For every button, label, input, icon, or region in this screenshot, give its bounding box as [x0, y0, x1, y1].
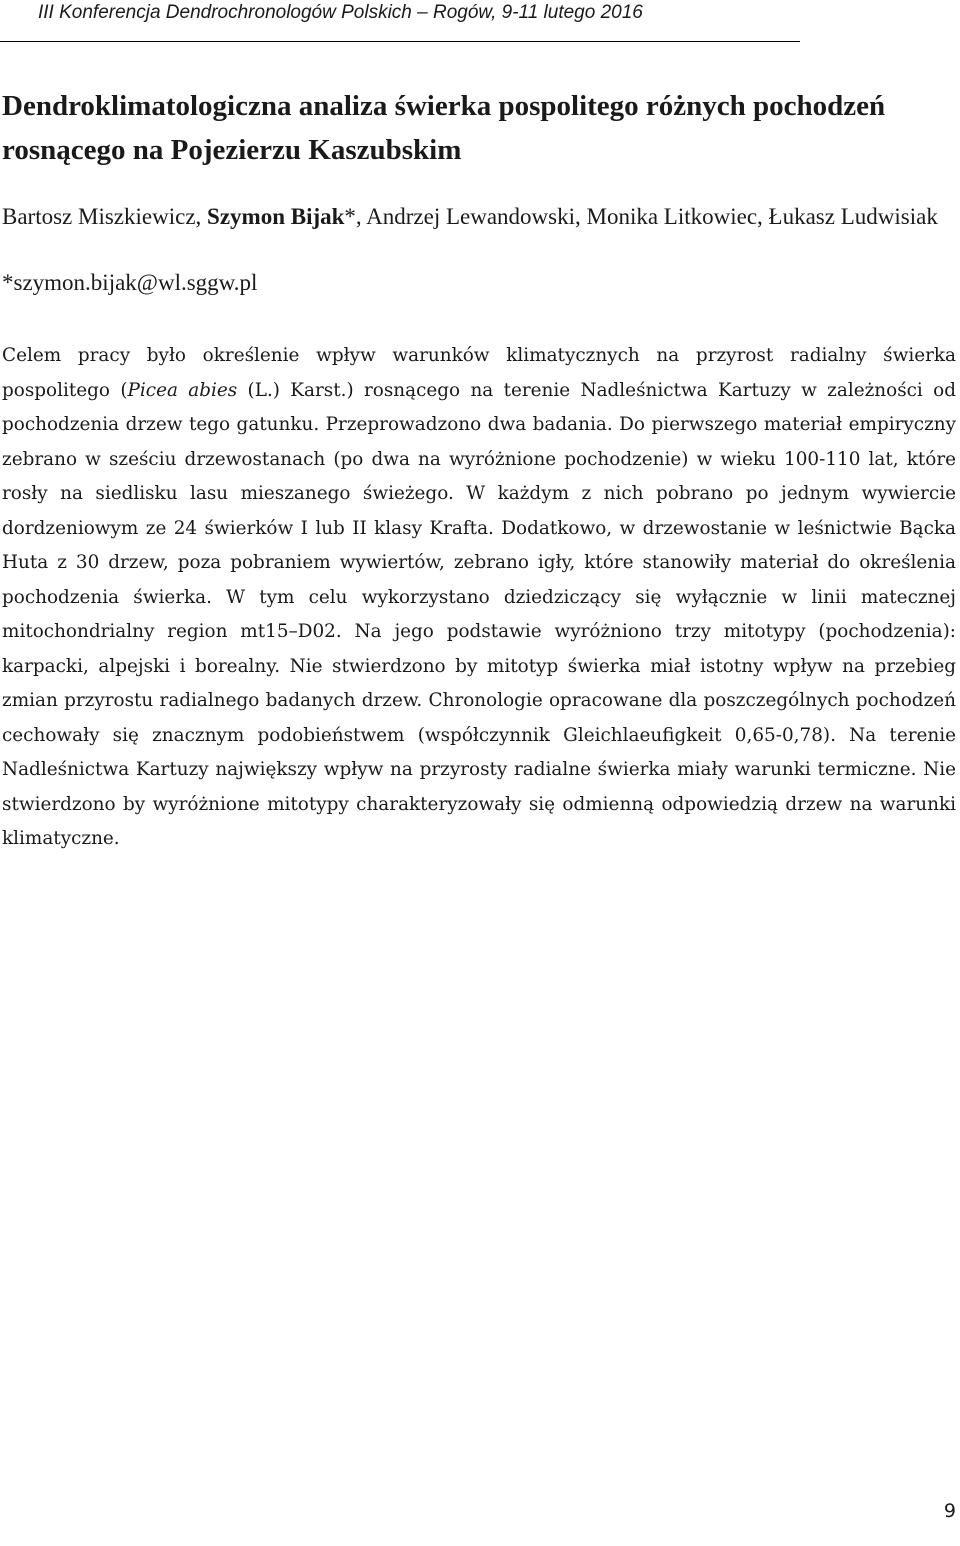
- abstract-text-part2: (L.) Karst.) rosnącego na terenie Nadleśnictwa Kartuzy w zależności od pochodzenia drzew tego gatunku. Przeprowadzono dwa badania. Do pierwszego materiał empiryczny zebrano w sześciu drzewostanach (po dwa na wyróżnione pochodzenie) w wieku 100-110 lat, które rosły na siedlisku lasu mieszanego świeżego. W każdym z nich pobrano po jednym wywiercie dordzeniowym ze 24 świerków I lub II klasy Krafta. Dodatkowo, w drzewostanie w leśnictwie Bącka Huta z 30 drzew, poza pobraniem wywiertów, zebrano igły, które stanowiły materiał do określenia pochodzenia świerka. W tym celu wykorzystano dziedziczący się wyłącznie w linii matecznej mitochondrialny region mt15–D02. Na jego podstawie wyróżniono trzy mitotypy (pochodzenia): karpacki, alpejski i borealny. Nie stwierdzono by mitotyp świerka miał istotny wpływ na przebieg zmian przyrostu radialnego badanych drzew. Chronologie opracowane dla poszczególnych pochodzeń cechowały się znacznym podobieństwem (współczynnik Gleichlaeufigkeit 0,65-0,78). Na terenie Nadleśnictwa Kartuzy największy wpływ na przyrosty radialne świerka miały warunki termiczne. Nie stwierdzono by wyróżnione mitotypy charakteryzowały się odmienną odpowiedzią drzew na warunki klimatyczne.: [2, 379, 956, 849]
- species-name: Picea abies: [127, 379, 238, 401]
- authors-before: Bartosz Miszkiewicz,: [2, 204, 208, 229]
- page-number: 9: [943, 1500, 956, 1522]
- contact-email: *szymon.bijak@wl.sggw.pl: [2, 270, 258, 295]
- abstract-paragraph: [2, 339, 956, 857]
- header-divider: [0, 41, 800, 42]
- author-list: [2, 200, 956, 234]
- authors-after: *, Andrzej Lewandowski, Monika Litkowiec, Łukasz Ludwisiak: [344, 204, 938, 229]
- running-header: III Konferencja Dendrochronologów Polskich – Rogów, 9-11 lutego 2016: [38, 2, 643, 23]
- corresponding-author: Szymon Bijak: [207, 204, 345, 229]
- paper-title: Dendroklimatologiczna analiza świerka pospolitego różnych pochodzeń rosnącego na Pojezierzu Kaszubskim: [2, 90, 886, 166]
- abstract-text-part1: Celem pracy było określenie wpływ warunków klimatycznych na przyrost radialny świerka pospolitego (: [2, 345, 956, 401]
